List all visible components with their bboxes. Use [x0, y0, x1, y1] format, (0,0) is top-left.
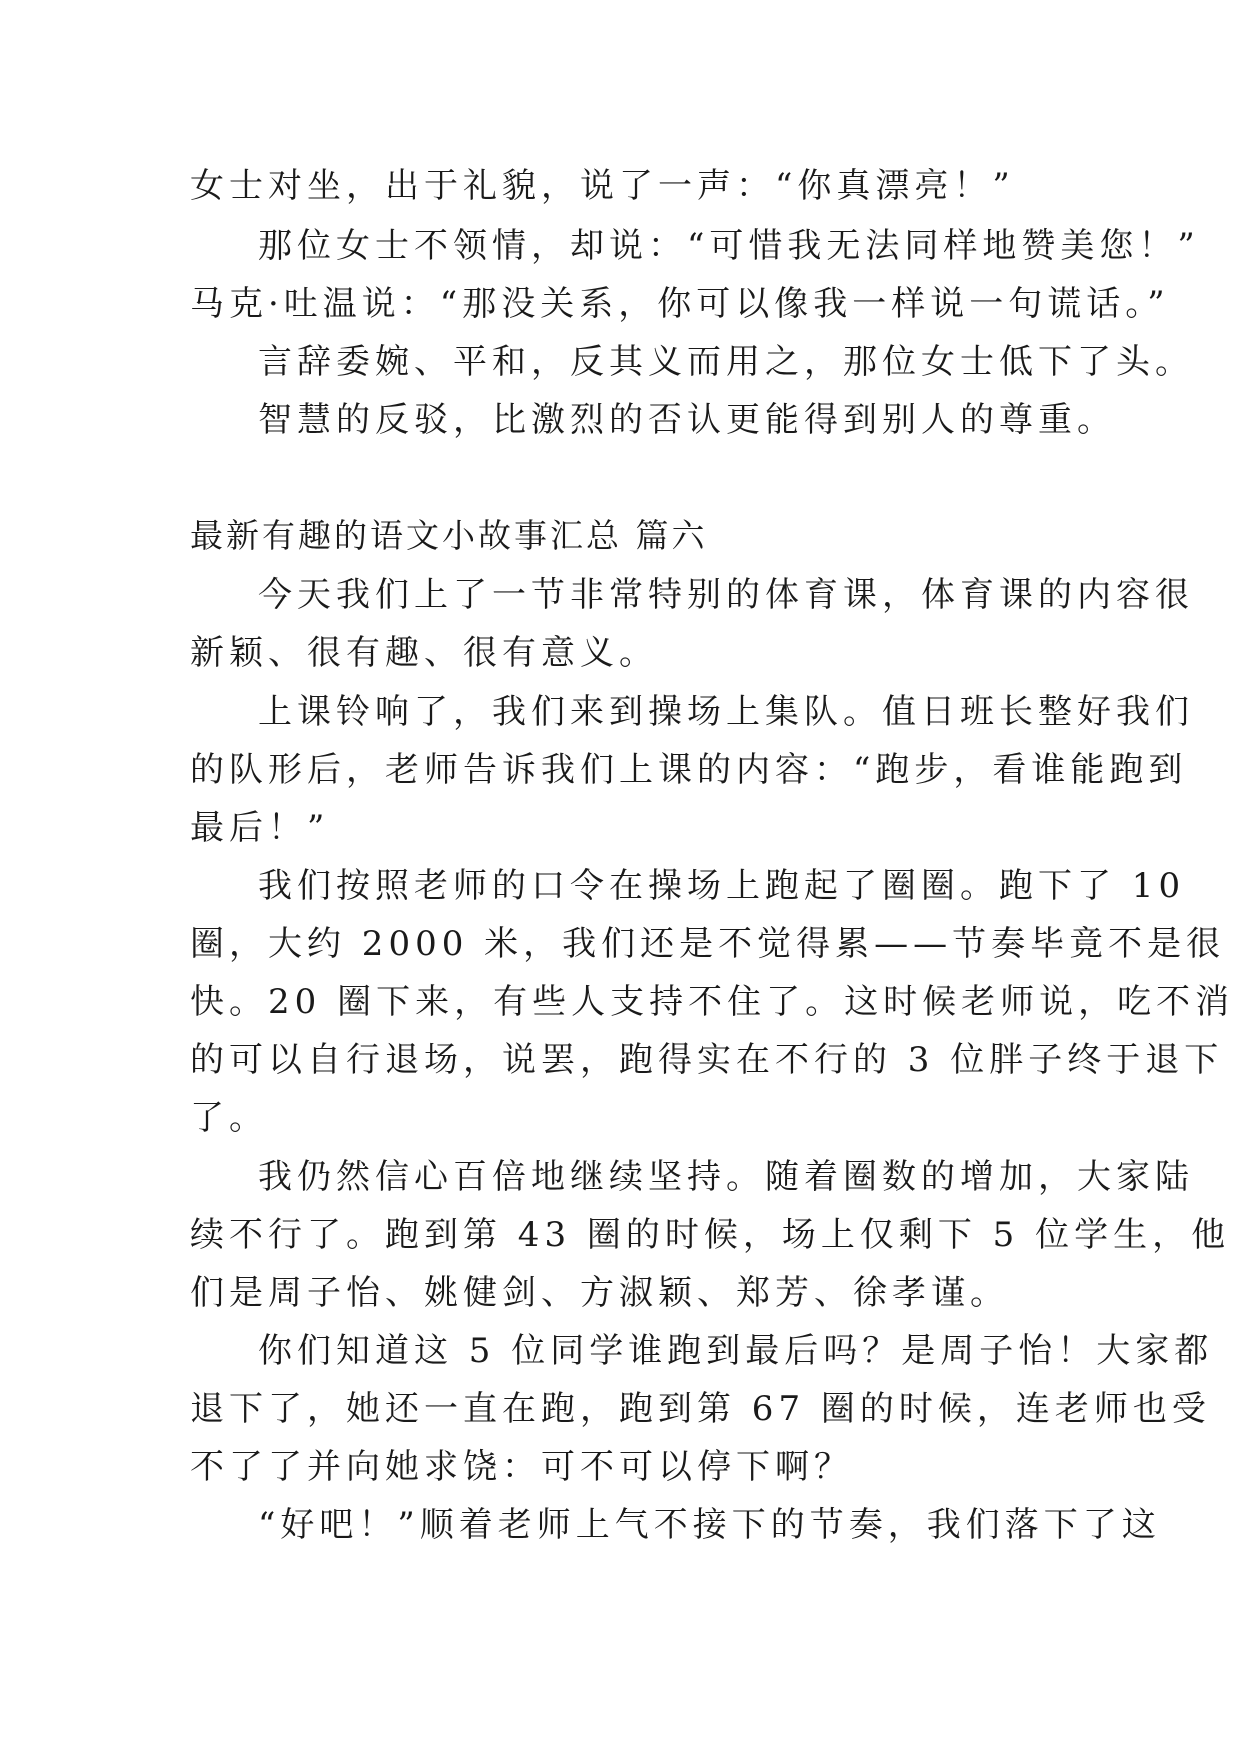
text-line: 续不行了。跑到第 43 圈的时候，场上仅剩下 5 位学生，他: [190, 1215, 1231, 1255]
section-heading: 最新有趣的语文小故事汇总 篇六: [190, 516, 708, 555]
text-line: 退下了，她还一直在跑，跑到第 67 圈的时候，连老师也受: [190, 1389, 1211, 1429]
text-line: 智慧的反驳，比激烈的否认更能得到别人的尊重。: [258, 400, 1116, 440]
text-line: 我们按照老师的口令在操场上跑起了圈圈。跑下了 10: [258, 866, 1186, 906]
text-line: 今天我们上了一节非常特别的体育课，体育课的内容很: [258, 575, 1194, 615]
text-line: 马克·吐温说：“那没关系，你可以像我一样说一句谎话。”: [190, 284, 1170, 324]
text-line: 的可以自行退场，说罢，跑得实在不行的 3 位胖子终于退下: [190, 1040, 1224, 1080]
text-line: 你们知道这 5 位同学谁跑到最后吗？是周子怡！大家都: [258, 1331, 1214, 1371]
text-line: 快。20 圈下来，有些人支持不住了。这时候老师说，吃不消: [190, 982, 1235, 1022]
text-line: 那位女士不领情，却说：“可惜我无法同样地赞美您！”: [258, 226, 1200, 266]
text-line: 我仍然信心百倍地继续坚持。随着圈数的增加，大家陆: [258, 1157, 1194, 1197]
text-line: 了。: [190, 1098, 268, 1138]
text-line: “好吧！”顺着老师上气不接下的节奏，我们落下了这: [258, 1505, 1161, 1545]
text-line: 最后！”: [190, 808, 330, 848]
text-line: 圈，大约 2000 米，我们还是不觉得累——节奏毕竟不是很: [190, 924, 1226, 964]
text-line: 不了了并向她求饶：可不可以停下啊？: [190, 1447, 853, 1487]
text-line: 上课铃响了，我们来到操场上集队。值日班长整好我们: [258, 692, 1194, 732]
text-line: 言辞委婉、平和，反其义而用之，那位女士低下了头。: [258, 342, 1194, 382]
text-line: 女士对坐，出于礼貌，说了一声：“你真漂亮！”: [190, 166, 1015, 206]
text-line: 们是周子怡、姚健剑、方淑颖、郑芳、徐孝谨。: [190, 1273, 1009, 1313]
text-line: 的队形后，老师告诉我们上课的内容：“跑步，看谁能跑到: [190, 750, 1188, 790]
text-line: 新颖、很有趣、很有意义。: [190, 633, 658, 673]
